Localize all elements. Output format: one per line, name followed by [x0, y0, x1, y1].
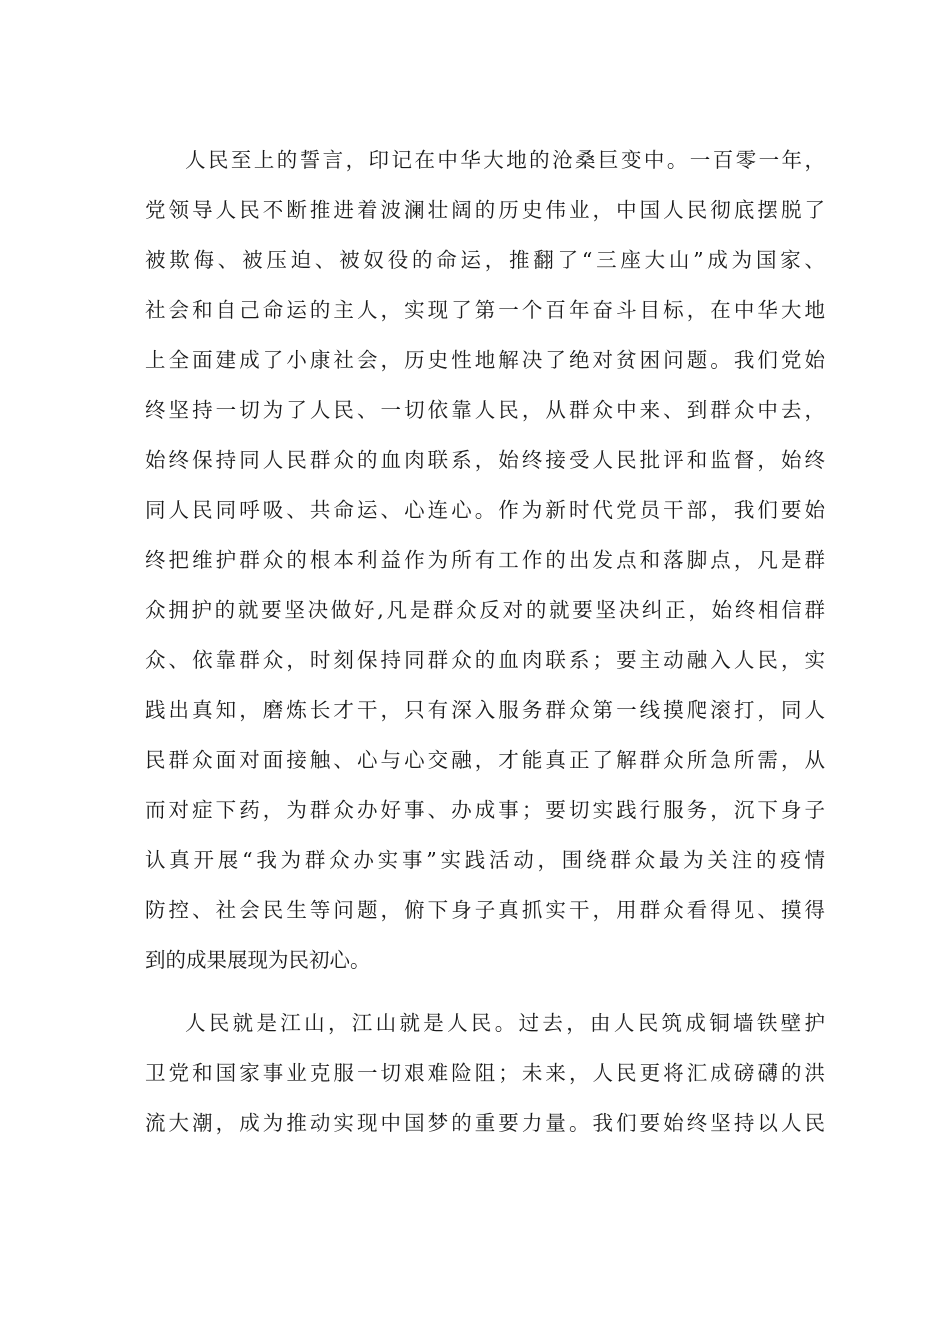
text-line: 认真开展“我为群众办实事”实践活动，围绕群众最为关注的疫情	[145, 848, 825, 872]
text-line: 众、依靠群众，时刻保持同群众的血肉联系；要主动融入人民，实	[145, 648, 825, 672]
paragraph-2	[145, 998, 825, 1148]
text-line: 民群众面对面接触、心与心交融，才能真正了解群众所急所需，从	[145, 748, 825, 772]
text-line: 被欺侮、被压迫、被奴役的命运，推翻了“三座大山”成为国家、	[145, 248, 825, 272]
text-line: 卫党和国家事业克服一切艰难险阻；未来，人民更将汇成磅礴的洪	[145, 1061, 825, 1085]
text-line: 上全面建成了小康社会，历史性地解决了绝对贫困问题。我们党始	[145, 348, 825, 372]
text-line: 社会和自己命运的主人，实现了第一个百年奋斗目标，在中华大地	[145, 298, 825, 322]
paragraph-spacer	[145, 985, 825, 998]
text-line: 人民至上的誓言，印记在中华大地的沧桑巨变中。一百零一年，	[185, 148, 825, 172]
text-line: 践出真知，磨炼长才干，只有深入服务群众第一线摸爬滚打，同人	[145, 698, 825, 722]
text-line: 流大潮，成为推动实现中国梦的重要力量。我们要始终坚持以人民	[145, 1111, 825, 1135]
paragraph-1	[145, 135, 825, 985]
text-line: 终把维护群众的根本利益作为所有工作的出发点和落脚点，凡是群	[145, 548, 825, 572]
text-line: 众拥护的就要坚决做好,凡是群众反对的就要坚决纠正，始终相信群	[145, 598, 825, 622]
text-line: 防控、社会民生等问题，俯下身子真抓实干，用群众看得见、摸得	[145, 898, 825, 922]
text-line: 始终保持同人民群众的血肉联系，始终接受人民批评和监督，始终	[145, 448, 825, 472]
text-line: 党领导人民不断推进着波澜壮阔的历史伟业，中国人民彻底摆脱了	[145, 198, 825, 222]
text-line: 到的成果展现为民初心。	[145, 948, 371, 972]
text-line: 终坚持一切为了人民、一切依靠人民，从群众中来、到群众中去，	[145, 398, 825, 422]
text-line: 而对症下药，为群众办好事、办成事；要切实践行服务，沉下身子	[145, 798, 825, 822]
document-body	[145, 135, 825, 1148]
text-line: 人民就是江山，江山就是人民。过去，由人民筑成铜墙铁壁护	[185, 1011, 825, 1035]
text-line: 同人民同呼吸、共命运、心连心。作为新时代党员干部，我们要始	[145, 498, 825, 522]
